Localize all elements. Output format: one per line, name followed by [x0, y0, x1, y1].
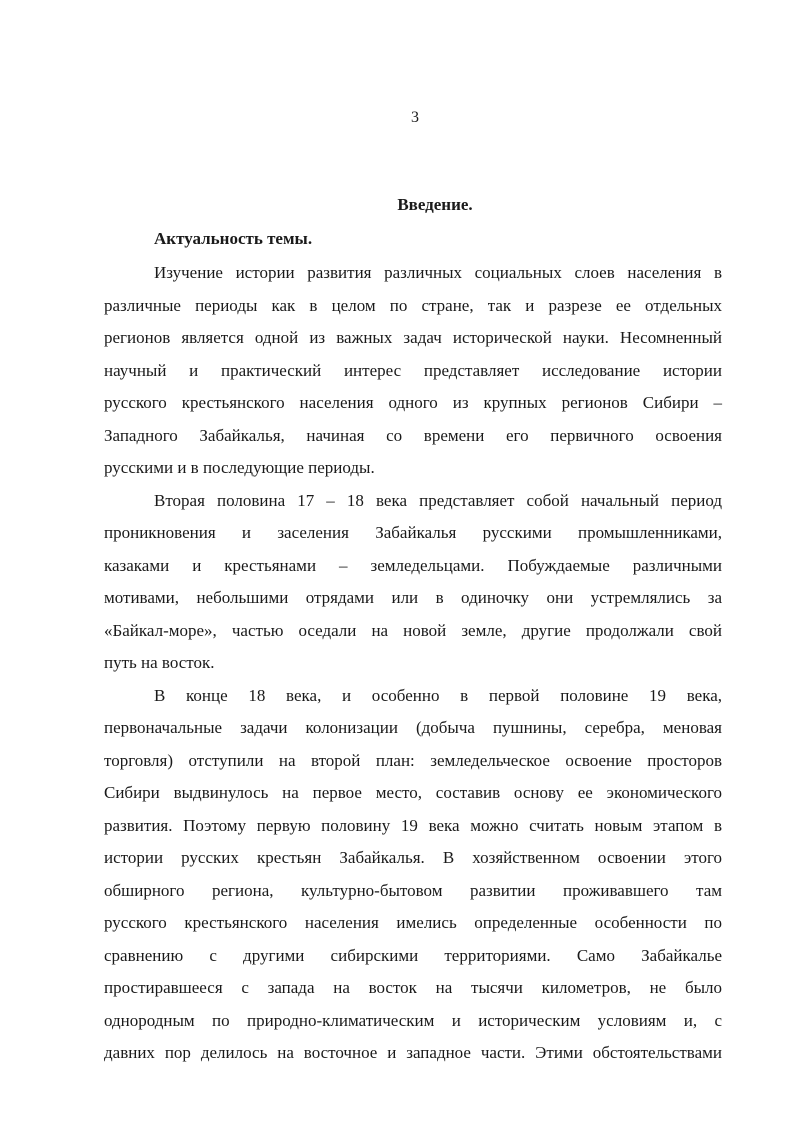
- text-line: Западного Забайкалья, начиная со времени его первичного освоения: [104, 425, 722, 445]
- text-line: «Байкал-море», частью оседали на новой земле, другие продолжали свой: [104, 620, 722, 640]
- text-line: однородным по природно-климатическим и историческим условиям и, с: [104, 1010, 722, 1030]
- text-line: сравнению с другими сибирскими территориями. Само Забайкалье: [104, 945, 722, 965]
- text-line: простиравшееся с запада на восток на тысячи километров, не было: [104, 978, 722, 997]
- paragraph-2: [104, 485, 722, 680]
- text-line: истории русских крестьян Забайкалья. В хозяйственном освоении этого: [104, 848, 722, 867]
- text-line: научный и практический интерес представляет исследование истории: [104, 360, 722, 380]
- paragraph-1: [104, 257, 722, 485]
- subsection-heading: Актуальность темы.: [154, 229, 313, 248]
- text-line: торговля) отступили на второй план: земледельческое освоение просторов: [104, 750, 722, 770]
- text-line: проникновения и заселения Забайкалья русскими промышленниками,: [104, 523, 722, 542]
- text-line: обширного региона, культурно-бытовом развитии проживавшего там: [104, 880, 722, 900]
- body-text: [104, 257, 722, 1070]
- text-line: Изучение истории развития различных социальных слоев населения в: [154, 263, 722, 282]
- text-line: давних пор делилось на восточное и западное части. Этими обстоятельствами: [104, 1043, 722, 1062]
- text-line: В конце 18 века, и особенно в первой половине 19 века,: [154, 685, 722, 705]
- text-line: первоначальные задачи колонизации (добыча пушнины, серебра, меновая: [104, 718, 722, 737]
- page-number: 3: [411, 109, 419, 126]
- text-line: различные периоды как в целом по стране, так и разрезе ее отдельных: [104, 295, 722, 315]
- text-line: путь на восток.: [104, 653, 215, 672]
- section-heading: Введение.: [397, 195, 473, 214]
- text-line: русского крестьянского населения одного из крупных регионов Сибири –: [104, 393, 722, 412]
- text-line: Вторая половина 17 – 18 века представляет собой начальный период: [154, 490, 722, 510]
- text-line: мотивами, небольшими отрядами или в одиночку они устремлялись за: [104, 588, 722, 607]
- text-line: регионов является одной из важных задач исторической науки. Несомненный: [104, 328, 722, 347]
- text-line: Сибири выдвинулось на первое место, составив основу ее экономического: [104, 783, 722, 802]
- text-line: развития. Поэтому первую половину 19 века можно считать новым этапом в: [104, 815, 722, 835]
- text-line: русского крестьянского населения имелись определенные особенности по: [104, 913, 722, 932]
- text-line: казаками и крестьянами – земледельцами. Побуждаемые различными: [104, 555, 722, 575]
- paragraph-3: [104, 680, 722, 1070]
- text-line: русскими и в последующие периоды.: [104, 458, 375, 477]
